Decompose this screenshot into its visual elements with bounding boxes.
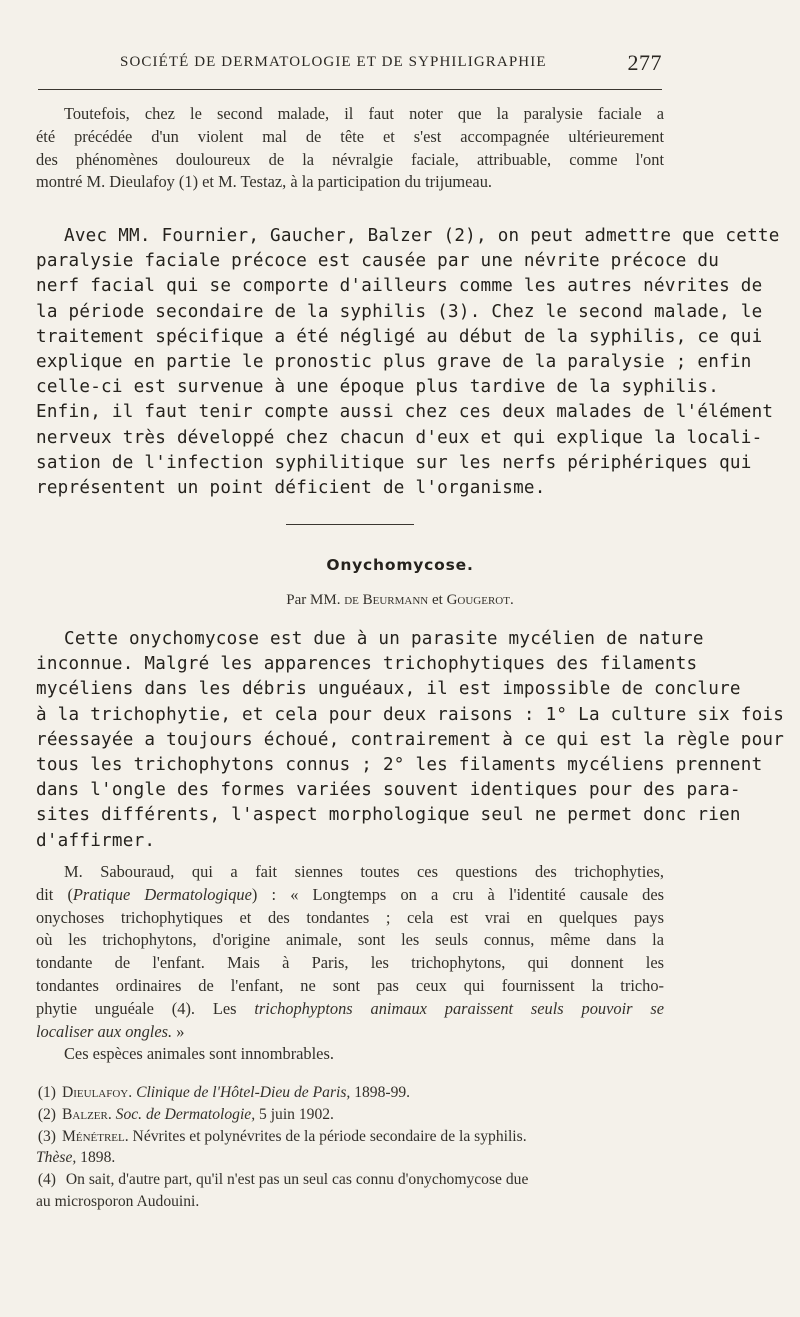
footnote-number: (1) [37,1084,56,1101]
page-number: 277 [627,50,662,75]
header-rule [38,89,662,90]
paragraph-line: sites différents, l'aspect morphologique seul ne permet donc rien [36,805,741,826]
paragraph-line: Ces espèces animales sont innombrables. [64,1044,334,1064]
paragraph-line: paralysie faciale précoce est causée par une névrite précoce du [36,251,720,272]
footnote-text: 1898-99. [350,1084,411,1101]
paragraph-3 [36,627,785,854]
paragraph-line: où les trichophytons, d'origine animale, sont les seuls connus, même dans la [36,930,664,950]
footnote-title: Clinique de l'Hôtel-Dieu de Paris, [136,1084,351,1101]
paragraph-line: dans l'ongle des formes variées souvent identiques pour des para- [36,780,741,801]
text-run: » [172,1021,185,1041]
byline-prefix: Par MM. [286,592,341,608]
text-run: phytie unguéale (4). Les [36,998,255,1018]
footnote-number: (4) [37,1171,56,1189]
paragraph-line: représentent un point déficient de l'organisme. [36,478,546,499]
italic-quote: localiser aux ongles. [36,1021,173,1041]
section-divider [286,524,414,525]
footnote-text: On sait, d'autre part, qu'il n'est pas un seul cas connu d'onychomycose due [62,1171,529,1189]
paragraph-line: celle-ci est survenue à une époque plus tardive de la syphilis. [36,377,720,398]
paragraph-line: sation de l'infection syphilitique sur les nerfs périphériques qui [36,452,752,473]
paragraph-line: été précédée d'un violent mal de tête et s'est accompagnée ultérieurement [36,126,664,146]
paragraph-line: tous les trichophytons connus ; 2° les filaments mycéliens prennent [36,755,763,776]
paragraph-line: des phénomènes douloureux de la névralgie faciale, attribuable, comme l'ont [36,149,664,169]
paragraph-line: Toutefois, chez le second malade, il faut noter que la paralysie faciale a [64,104,664,123]
paragraph-line: M. Sabouraud, qui a fait siennes toutes ces questions des trichophyties, [64,862,664,881]
text-run: dit ( [36,884,73,904]
paragraph-line: onychoses trichophytiques et des tondantes ; cela est vrai en quelques pays [36,907,664,927]
paragraph-2 [36,224,780,501]
footnote-author: Ménétrel. [62,1127,129,1145]
paragraph-line: la période secondaire de la syphilis (3). Chez le second malade, le [36,301,763,322]
paragraph-line: montré M. Dieulafoy (1) et M. Testaz, à la participation du trijumeau. [36,172,492,192]
footnote-continuation [36,1147,664,1169]
footnote-text: 5 juin 1902. [255,1105,334,1123]
paragraph-line: tondante de l'enfant. Mais à Paris, les trichophytons, qui donnent les [36,953,664,973]
running-title: SOCIÉTÉ DE DERMATOLOGIE ET DE SYPHILIGRAPHIE [120,54,547,70]
paragraph-line: à la trichophytie, et cela pour deux raisons : 1° La culture six fois [36,704,785,725]
footnote [36,1082,664,1104]
footnote-title: Thèse, [36,1149,77,1167]
paragraph-line: Cette onychomycose est due à un parasite mycélien de nature [64,629,704,649]
book-title: Pratique Dermatologique [72,884,252,904]
paragraph-line: réessayée a toujours échoué, contrairement à ce qui est la règle pour [36,729,785,750]
paragraph-line: Enfin, il faut tenir compte aussi chez ces deux malades de l'élément [36,402,774,423]
author-name: de Beurmann [344,592,429,608]
byline-connector: et [431,592,443,608]
paragraph-line: tondantes ordinaires de l'enfant, ne sont pas ceux qui fournissent la tricho- [36,975,664,995]
paragraph-line: nerveux très développé chez chacun d'eux et qui explique la locali- [36,427,763,448]
paragraph-4 [36,861,664,1066]
footnote-number: (3) [37,1127,56,1145]
footnotes [36,1082,664,1213]
footnote-text: 1898. [76,1149,116,1167]
footnote-continuation: au microsporon Audouini. [36,1192,200,1210]
footnote-author: Dieulafoy. [62,1084,133,1101]
footnote-text: Névrites et polynévrites de la période secondaire de la syphilis. [128,1127,527,1145]
page-header [36,50,662,80]
author-name: Gougerot. [446,592,514,608]
footnote [36,1126,664,1148]
footnote [36,1169,664,1191]
italic-quote: trichophyptons animaux paraissent seuls pouvoir se [254,998,664,1018]
paragraph-line: Avec MM. Fournier, Gaucher, Balzer (2), on peut admettre que cette [64,226,780,246]
paragraph-1 [36,103,664,194]
paragraph-line: mycéliens dans les débris unguéaux, il est impossible de conclure [36,679,741,700]
paragraph-line: d'affirmer. [36,830,156,851]
section-byline [0,592,800,609]
paragraph-line: explique en partie le pronostic plus grave de la paralysie ; enfin [36,352,752,373]
paragraph-line [36,1021,664,1044]
paragraph-line: inconnue. Malgré les apparences trichophytiques des filaments [36,654,698,675]
footnote-title: Soc. de Dermatologie, [115,1105,256,1123]
paragraph-line: traitement spécifique a été négligé au début de la syphilis, ce qui [36,326,763,347]
paragraph-line [36,884,664,907]
footnote [36,1104,664,1126]
footnote-author: Balzer. [62,1105,112,1123]
section-title: Onychomycose. [326,556,474,574]
text-run: ) : « Longtemps on a cru à l'identité causale des [251,884,664,904]
paragraph-line [36,998,664,1021]
paragraph-line: nerf facial qui se comporte d'ailleurs comme les autres névrites de [36,276,763,297]
footnote-number: (2) [37,1105,56,1123]
